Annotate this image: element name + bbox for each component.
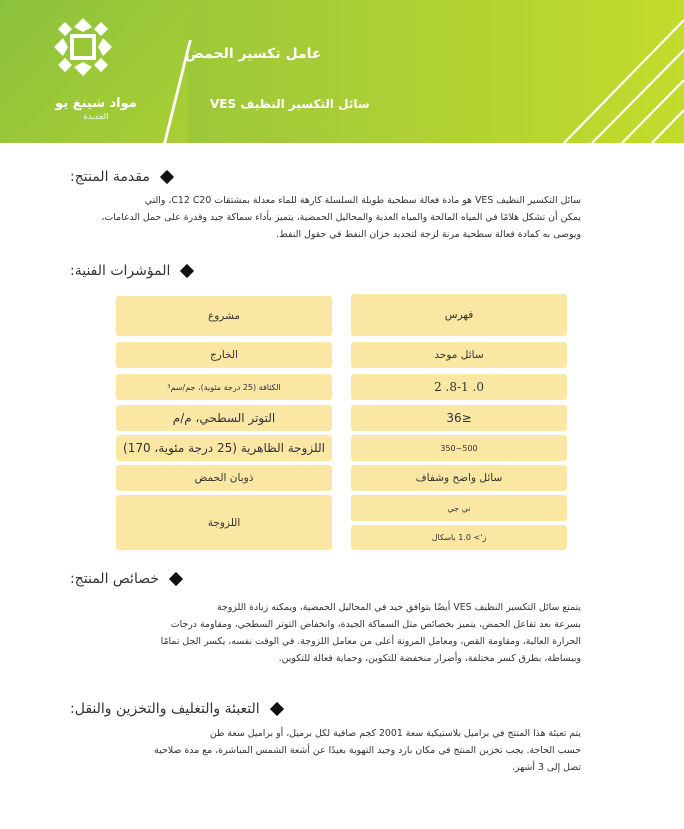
page-subtitle: سائل التكسير النظيف VES [210,97,370,111]
features-line: يتمتع سائل التكسير النظيف VES أيضًا بتوافق جيد في المحاليل الحمضية، ويمكنه زيادة اللزوجة [217,602,581,613]
decorative-stripes-icon [544,0,684,143]
packaging-paragraph [96,725,581,776]
diamond-bullet-icon [169,572,183,586]
spec-value-appearance: سائل موحد [351,342,567,368]
spec-value-density: 0. 8-1. 2 [351,374,567,400]
brand-name: مواد شينغ يو [55,96,137,111]
spec-value-acid-solubility: سائل واضح وشفاف [351,465,567,491]
packaging-heading-text: التعبئة والتغليف والتخزين والنقل: [70,701,260,717]
features-line: بسرعة بعد تفاعل الحمض، يتميز بخصائص مثل السماكة الجيدة، وانخفاض التوتر السطحي، ومقاومة درجات [170,619,581,630]
diamond-bullet-icon [270,702,284,716]
spec-value-apparent-viscosity: 500~350 [351,435,567,461]
spec-item-surface-tension: التوتر السطحي، م/م [116,405,332,431]
spec-header-index: فهرس [351,294,567,336]
spec-item-acid-solubility: ذوبان الحمض [116,465,332,491]
spec-header-item: مشروع [116,296,332,336]
intro-line: ويوصى به كمادة فعالة سطحية مرنة لزجة لتجديد خزان النفط في حقول النفط. [276,229,581,240]
spec-item-viscosity: اللزوجة [116,495,332,550]
packaging-line: حسب الحاجة. يجب تخزين المنتج في مكان بارد وجيد التهوية بعيدًا عن أشعة الشمس المباشرة، مع مدة صلاحية [154,745,581,756]
diamond-bullet-icon [160,170,174,184]
intro-heading [70,169,172,185]
intro-line: يمكن أن تشكل هلامًا في المياه المالحة والمياه العذبة والمحاليل الحمضية، يتميز بأداء سماكة جيد وقدرة على حمل الدعامات، [101,212,581,223]
spec-value-viscosity-ng: ني جي [351,495,567,521]
spec-value-surface-tension: ≤36 [351,405,567,431]
features-line: وببساطة، بطرق كسر مختلفة، وأضرار منخفضة للتكوين، وحماية فعالة للتكوين. [278,653,581,664]
specs-heading [70,263,192,279]
header-banner [0,0,684,143]
features-paragraph [96,599,581,667]
intro-heading-text: مقدمة المنتج: [70,169,150,185]
company-logo-icon [52,16,114,78]
spec-item-density: الكثافة (25 درجة مئوية)، جم/سم³ [116,374,332,400]
specs-heading-text: المؤشرات الفنية: [70,263,171,279]
intro-paragraph [96,192,581,243]
spec-value-viscosity-g: ز'> 1.0 باسكال [351,525,567,550]
diamond-bullet-icon [180,264,194,278]
spec-item-apparent-viscosity: اللزوجة الظاهرية (25 درجة مئوية، 170) [116,435,332,461]
page-title: عامل تكسير الحمض [185,46,322,62]
logo-panel [0,0,188,143]
packaging-heading [70,701,282,717]
spec-item-appearance: الخارج [116,342,332,368]
features-line: الحرارة العالية، ومقاومة القص، ومعامل المرونة أعلى من معامل اللزوجة. في الوقت نفسه، يكسر الجل تمامًا [160,636,581,647]
brand-subtitle: الجديدة [83,112,109,121]
features-heading-text: خصائص المنتج: [70,571,160,587]
features-heading [70,571,181,587]
intro-line: سائل التكسير النظيف VES هو مادة فعالة سطحية طويلة السلسلة كارهة للماء معدلة بمشتقات C12 C20، والتي [144,195,581,206]
packaging-line: يتم تعبئة هذا المنتج في براميل بلاستيكية سعة 2001 كجم صافية لكل برميل، أو براميل سعة طن [209,728,581,739]
packaging-line: تصل إلى 3 أشهر. [512,762,581,773]
